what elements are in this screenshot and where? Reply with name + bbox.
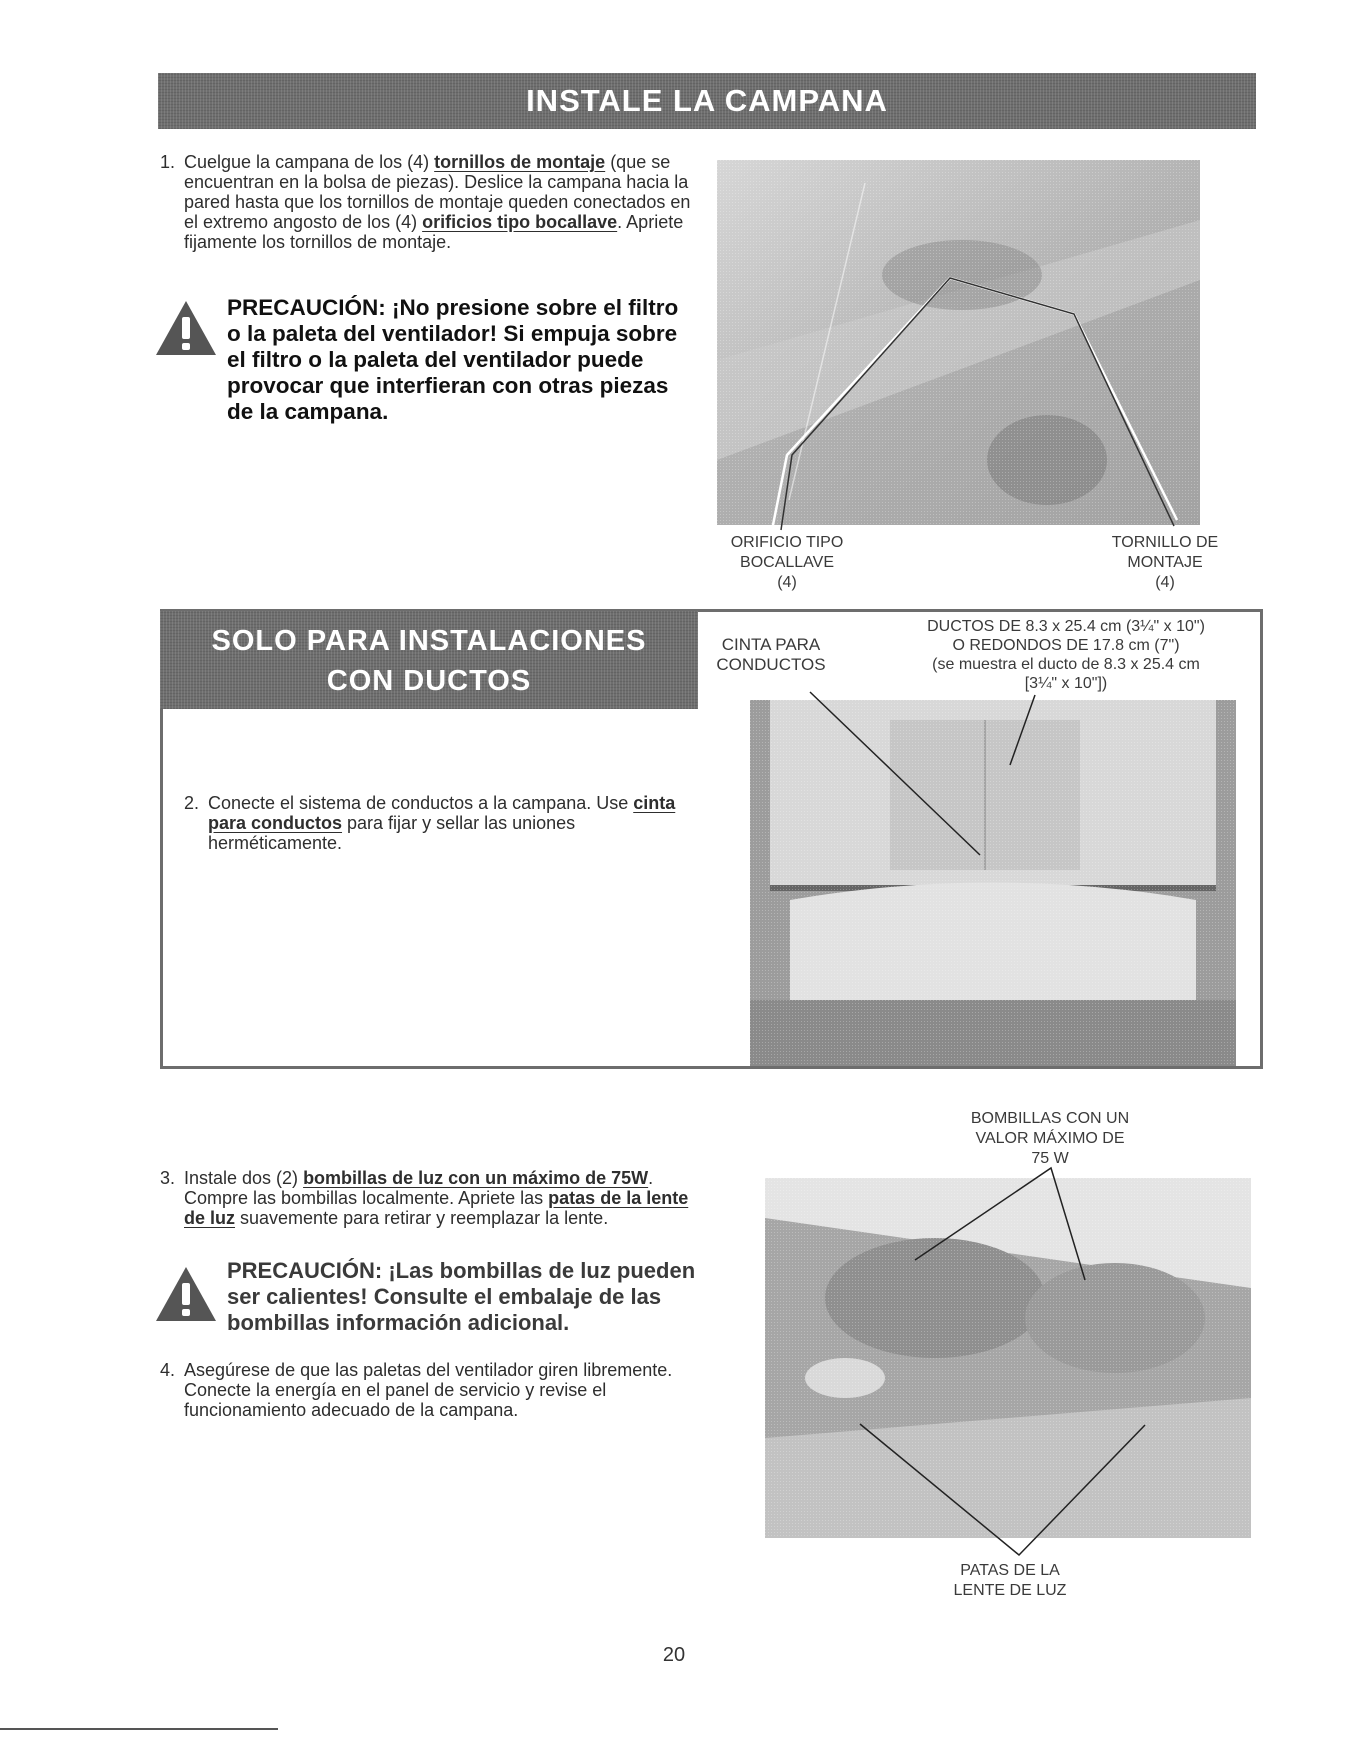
label-lens-tabs: PATAS DE LA LENTE DE LUZ xyxy=(953,1562,1067,1599)
step-number: 4. xyxy=(160,1360,176,1380)
label-bulbs: BOMBILLAS CON UN VALOR MÁXIMO DE 75 W xyxy=(970,1110,1130,1167)
step-1 xyxy=(160,152,706,252)
label-keyhole-slots: ORIFICIO TIPO BOCALLAVE (4) xyxy=(730,534,844,591)
step-4 xyxy=(160,1360,706,1420)
step-number: 1. xyxy=(160,152,176,172)
warning-triangle-icon xyxy=(154,299,218,357)
duct-tape-term: cinta para conductos xyxy=(208,793,676,833)
ducted-title-line1: SOLO PARA INSTALACIONES xyxy=(211,625,647,657)
label-mounting-screws: TORNILLO DE MONTAJE (4) xyxy=(1111,534,1219,591)
footer-rule xyxy=(0,1728,278,1730)
bulbs-term: bombillas de luz con un máximo de 75W xyxy=(303,1168,649,1188)
section-title: INSTALE LA CAMPANA xyxy=(526,83,888,118)
page-number: 20 xyxy=(662,1644,686,1666)
step-text: . Compre las bombillas localmente. Apriete las xyxy=(184,1168,654,1208)
step-text: Instale dos (2) xyxy=(184,1168,304,1188)
warning-triangle-icon xyxy=(154,1265,218,1323)
step-number: 2. xyxy=(184,793,200,813)
lens-tabs-term: patas de la lente de luz xyxy=(184,1188,689,1228)
leader-lines-fig3 xyxy=(765,1160,1251,1560)
label-duct-size: DUCTOS DE 8.3 x 25.4 cm (3¼" x 10") O REDONDOS DE 17.8 cm (7") (se muestra el ducto de 8.3 x 25.4 cm [3¼" x 10"]) xyxy=(927,618,1205,692)
leader-lines-fig1 xyxy=(717,160,1200,540)
step-text: para fijar y sellar las uniones herméticamente. xyxy=(208,813,576,853)
step-text: Cuelgue la campana de los (4) xyxy=(184,152,435,172)
step-text: Conecte el sistema de conductos a la campana. Use xyxy=(208,793,634,813)
step-text: Asegúrese de que las paletas del ventilador giren libremente. Conecte la energía en el panel de servicio y revise el funcionamiento adecuado de la campana. xyxy=(184,1360,673,1420)
ducted-title-line2: CON DUCTOS xyxy=(326,665,532,697)
step-text: suavemente para retirar y reemplazar la lente. xyxy=(235,1208,609,1228)
step-text: . Apriete fijamente los tornillos de montaje. xyxy=(184,212,684,252)
step-number: 3. xyxy=(160,1168,176,1188)
step-2 xyxy=(184,793,708,853)
step-text: (que se encuentran en la bolsa de piezas). Deslice la campana hacia la pared hasta que los tornillos de montaje queden conectados en el extremo angosto de los (4) xyxy=(184,152,691,232)
caution-note-bulbs: PRECAUCIÓN: ¡Las bombillas de luz pueden ser calientes! Consulte el embalaje de las bombillas información adicional. xyxy=(227,1258,696,1335)
mounting-screws-term: tornillos de montaje xyxy=(434,152,606,172)
leader-lines-fig2 xyxy=(750,680,1236,880)
label-duct-tape: CINTA PARA CONDUCTOS xyxy=(716,635,826,674)
step-3 xyxy=(160,1168,706,1228)
caution-note-filter: PRECAUCIÓN: ¡No presione sobre el filtro o la paleta del ventilador! Si empuja sobre el filtro o la paleta del ventilador puede provocar que interfieran con otras piezas de la campana. xyxy=(227,295,679,424)
section-banner-install xyxy=(158,73,1256,129)
section-banner-ducted xyxy=(160,611,698,709)
keyhole-slots-term: orificios tipo bocallave xyxy=(422,212,618,232)
